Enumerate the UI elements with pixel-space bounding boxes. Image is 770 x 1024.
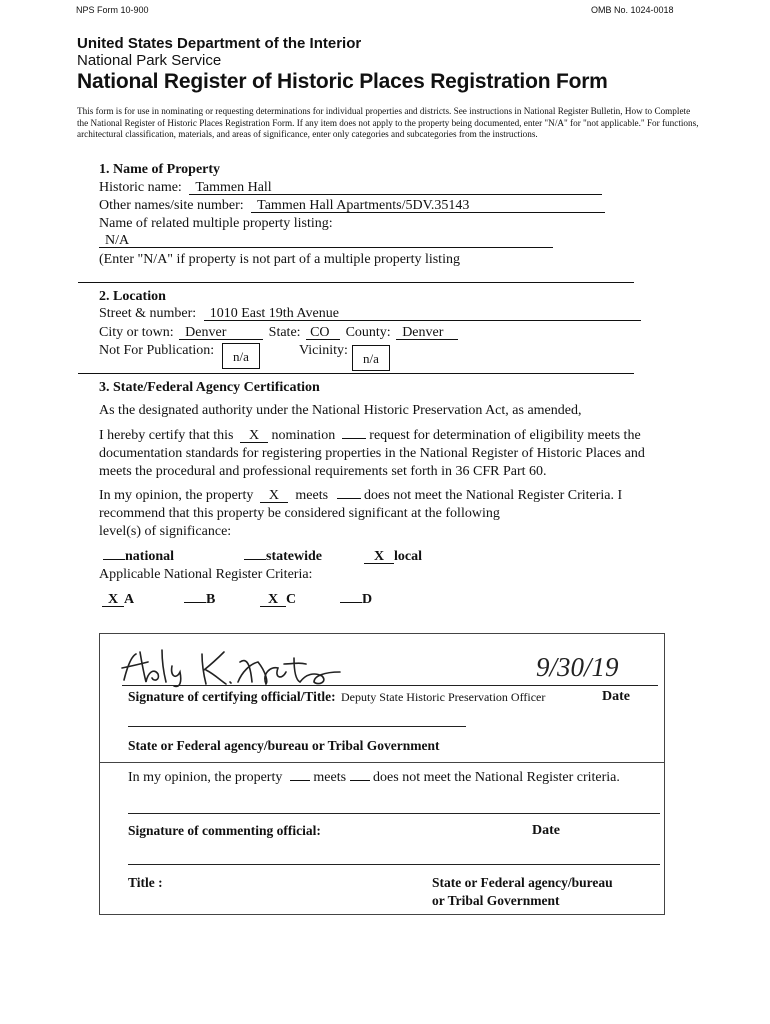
statewide-checkbox[interactable] bbox=[244, 559, 266, 560]
nomination-checkbox[interactable]: X bbox=[240, 429, 268, 443]
state-value: CO bbox=[310, 325, 330, 340]
related-listing-value: N/A bbox=[105, 233, 130, 248]
date-label: Date bbox=[602, 689, 630, 704]
historic-name-value: Tammen Hall bbox=[195, 180, 272, 195]
criteria-label: Applicable National Register Criteria: bbox=[99, 567, 313, 582]
certify-row bbox=[99, 428, 641, 444]
handwritten-signature bbox=[118, 642, 358, 694]
certify-text-3: request for determination of eligibility meets the bbox=[369, 428, 641, 443]
related-listing-field[interactable] bbox=[99, 234, 553, 248]
opinion-line-3: level(s) of significance: bbox=[99, 524, 232, 539]
criterion-c-letter: C bbox=[286, 592, 297, 607]
certify-text-2: nomination bbox=[271, 428, 336, 443]
commenting-opinion-text-1: In my opinion, the property bbox=[128, 770, 283, 785]
level-local[interactable] bbox=[364, 549, 422, 565]
commenting-date-label: Date bbox=[532, 823, 560, 838]
commenting-opinion-row bbox=[128, 770, 620, 786]
vicinity-box[interactable]: n/a bbox=[352, 345, 390, 371]
commenting-opinion-text-2: meets bbox=[313, 770, 347, 785]
section1-title: 1. Name of Property bbox=[99, 162, 221, 177]
street-value: 1010 East 19th Avenue bbox=[209, 306, 339, 321]
related-listing-label: Name of related multiple property listing: bbox=[99, 216, 333, 231]
criterion-b-checkbox[interactable] bbox=[184, 602, 206, 603]
city-value: Denver bbox=[185, 325, 227, 340]
street-label: Street & number: bbox=[99, 306, 197, 321]
section2-title: 2. Location bbox=[99, 289, 166, 304]
historic-name-row bbox=[99, 180, 602, 196]
city-row bbox=[99, 325, 458, 341]
box-divider bbox=[100, 762, 664, 763]
related-listing-note: (Enter "N/A" if property is not part of a multiple property listing bbox=[99, 252, 460, 267]
section3-title: 3. State/Federal Agency Certification bbox=[99, 380, 320, 395]
historic-name-field[interactable] bbox=[189, 181, 602, 195]
signed-date: 9/30/19 bbox=[536, 652, 619, 682]
other-names-label: Other names/site number: bbox=[99, 198, 244, 213]
commenting-official-label: Signature of commenting official: bbox=[128, 823, 321, 838]
form-intro: This form is for use in nominating or requesting determinations for individual properties and districts. See instructions in National Register Bulletin, How to Complete the National Register of Historic Places Registration Form. If any item does not apply to the property being documented, enter "N/A" for "not applicable." For functions, architectural classification, materials, and areas of significance, enter only categories and subcategories from the instructions. bbox=[77, 106, 699, 139]
local-label: local bbox=[394, 549, 422, 564]
street-field[interactable] bbox=[204, 307, 641, 321]
meets-checkbox[interactable]: X bbox=[260, 489, 288, 503]
form-number: NPS Form 10-900 bbox=[76, 5, 149, 15]
authority-statement: As the designated authority under the National Historic Preservation Act, as amended, bbox=[99, 403, 582, 418]
county-field[interactable] bbox=[396, 326, 458, 340]
criterion-b-letter: B bbox=[206, 592, 216, 607]
opinion-row bbox=[99, 488, 622, 504]
signature-label-row bbox=[128, 689, 545, 705]
certify-text-1: I hereby certify that this bbox=[99, 428, 234, 443]
signature-label: Signature of certifying official/Title: bbox=[128, 689, 336, 704]
county-value: Denver bbox=[402, 325, 444, 340]
criterion-a-checkbox[interactable]: X bbox=[102, 593, 124, 607]
level-national[interactable] bbox=[103, 549, 174, 565]
not-for-publication-box[interactable]: n/a bbox=[222, 343, 260, 369]
county-label: County: bbox=[345, 325, 391, 340]
criterion-a[interactable] bbox=[102, 592, 134, 608]
service-name: National Park Service bbox=[77, 52, 222, 69]
vicinity-label: Vicinity: bbox=[299, 343, 348, 358]
criterion-d-letter: D bbox=[362, 592, 373, 607]
criterion-b[interactable] bbox=[184, 592, 215, 608]
agency-line bbox=[128, 726, 466, 727]
commenting-signature-line bbox=[128, 813, 660, 814]
national-checkbox[interactable] bbox=[103, 559, 125, 560]
opinion-text-3: does not meet the National Register Criteria. I bbox=[364, 488, 623, 503]
form-title: National Register of Historic Places Registration Form bbox=[77, 70, 608, 93]
commenting-meets-checkbox[interactable] bbox=[290, 780, 310, 781]
section-divider bbox=[78, 282, 634, 283]
opinion-text-2: meets bbox=[295, 488, 329, 503]
statewide-label: statewide bbox=[266, 549, 322, 564]
criterion-d[interactable] bbox=[340, 592, 372, 608]
certify-line-3: meets the procedural and professional requirements set forth in 36 CFR Part 60. bbox=[99, 464, 547, 479]
title-label: Title : bbox=[128, 875, 163, 890]
historic-name-label: Historic name: bbox=[99, 180, 182, 195]
commenting-agency-label-1: State or Federal agency/bureau bbox=[432, 875, 613, 890]
certify-line-2: documentation standards for registering properties in the National Register of Historic Places and bbox=[99, 446, 645, 461]
omb-number: OMB No. 1024-0018 bbox=[591, 5, 674, 15]
does-not-meet-checkbox[interactable] bbox=[337, 498, 361, 499]
national-label: national bbox=[125, 549, 175, 564]
title-line bbox=[128, 864, 660, 865]
section-divider bbox=[78, 373, 634, 374]
signatory-title: Deputy State Historic Preservation Officer bbox=[340, 690, 546, 704]
certification-box bbox=[99, 633, 665, 915]
street-row bbox=[99, 306, 641, 322]
agency-label: State or Federal agency/bureau or Tribal Government bbox=[128, 738, 440, 753]
criterion-d-checkbox[interactable] bbox=[340, 602, 362, 603]
criterion-c[interactable] bbox=[260, 592, 296, 608]
state-label: State: bbox=[268, 325, 301, 340]
not-for-publication-label: Not For Publication: bbox=[99, 343, 215, 358]
criterion-c-checkbox[interactable]: X bbox=[260, 593, 286, 607]
commenting-does-not-meet-checkbox[interactable] bbox=[350, 780, 370, 781]
criterion-a-letter: A bbox=[124, 592, 135, 607]
signature-line bbox=[122, 685, 658, 686]
local-checkbox[interactable]: X bbox=[364, 550, 394, 564]
state-field[interactable] bbox=[306, 326, 340, 340]
commenting-agency-label-2: or Tribal Government bbox=[432, 893, 560, 908]
opinion-line-2: recommend that this property be considered significant at the following bbox=[99, 506, 500, 521]
other-names-row bbox=[99, 198, 605, 214]
commenting-opinion-text-3: does not meet the National Register criteria. bbox=[373, 770, 620, 785]
city-field[interactable] bbox=[179, 326, 263, 340]
level-statewide[interactable] bbox=[244, 549, 322, 565]
city-label: City or town: bbox=[99, 325, 174, 340]
related-listing-row bbox=[99, 233, 553, 249]
opinion-text-1: In my opinion, the property bbox=[99, 488, 254, 503]
other-names-value: Tammen Hall Apartments/5DV.35143 bbox=[257, 198, 470, 213]
request-checkbox[interactable] bbox=[342, 438, 366, 439]
agency-name: United States Department of the Interior bbox=[77, 35, 362, 52]
other-names-field[interactable] bbox=[251, 199, 605, 213]
